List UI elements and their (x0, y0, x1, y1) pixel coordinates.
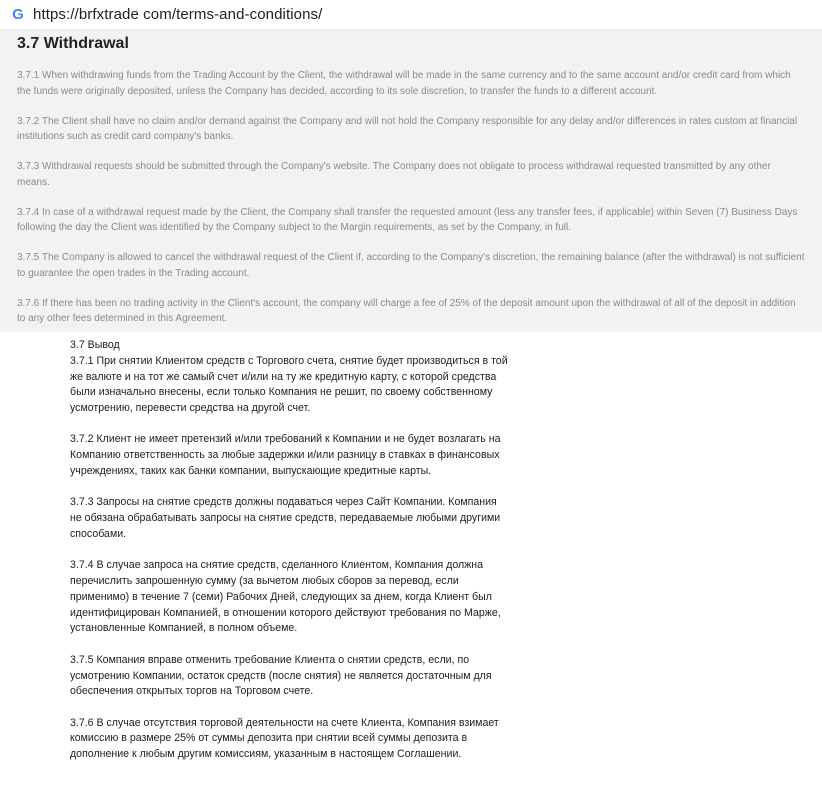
english-terms-section (0, 30, 822, 332)
ru-clause-3-7-1: 3.7.1 При снятии Клиентом средств с Торгового счета, снятие будет производиться в той же валюте и на тот же самый счет и/или на ту же кредитную карту, с которой средства были изначально внесены, если только Компания не решит, по своему собственному усмотрению, перевести средства на другой счет. (70, 354, 508, 415)
clause-3-7-1: 3.7.1 When withdrawing funds from the Trading Account by the Client, the withdrawal will be made in the same currency and to the same account and/or credit card from which the funds were originally deposited, unless the Company has decided, according to its sole discretion, to transfer the funds to a different account. (17, 70, 791, 97)
clause-3-7-6: 3.7.6 If there has been no trading activity in the Client's account, the company will charge a fee of 25% of the deposit amount upon the withdrawal of all of the deposit in addition to any other fees determined in this Agreement. (17, 297, 796, 324)
clause-3-7-4: 3.7.4 In case of a withdrawal request made by the Client, the Company shall transfer the requested amount (less any transfer fees, if applicable) within Seven (7) Business Days following the day the Client was identified by the Company subject to the Margin requirements, as set by the Company, in full. (17, 206, 798, 233)
address-bar[interactable] (0, 0, 822, 30)
url-text[interactable]: https://brfxtrade com/terms-and-conditions/ (33, 6, 323, 23)
ru-clause-3-7-3: 3.7.3 Запросы на снятие средств должны подаваться через Сайт Компании. Компания не обязана обрабатывать запросы на снятие средств, передаваемые любыми другими способами. (70, 496, 501, 540)
clause-3-7-2: 3.7.2 The Client shall have no claim and/or demand against the Company and will not hold the Company responsible for any delay and/or differences in rates custom at financial institutions such as credit card company's banks. (17, 115, 798, 142)
google-icon: G (12, 5, 24, 23)
ru-section-heading: 3.7 Вывод (70, 339, 120, 351)
russian-terms-section (70, 338, 510, 779)
ru-clause-3-7-4: 3.7.4 В случае запроса на снятие средств, сделанного Клиентом, Компания должна перечислить запрошенную сумму (за вычетом любых сборов за перевод, если применимо) в течение 7 (семи) Рабочих Дней, следующих за днем, когда Клиент был идентифицирован Компанией, в отношении которого действуют требования по Марже, установленные Компанией, в полном объеме. (70, 559, 501, 635)
clause-3-7-5: 3.7.5 The Company is allowed to cancel the withdrawal request of the Client if, according to the Company's discretion, the remaining balance (after the withdrawal) is not sufficient to guarantee the open trades in the Trading account. (17, 252, 805, 279)
ru-clause-3-7-5: 3.7.5 Компания вправе отменить требование Клиента о снятии средств, если, по усмотрению Компании, остаток средств (после снятия) не является достаточным для обеспечения открытых торгов на Торговом счете. (70, 653, 492, 698)
ru-clause-3-7-2: 3.7.2 Клиент не имеет претензий и/или требований к Компании и не будет возлагать на Компанию ответственность за любые задержки и/или разницу в ставках в финансовых учреждениях, таких как банки компании, выпускающие кредитные карты. (70, 433, 501, 478)
section-heading: 3.7 Withdrawal (17, 35, 129, 52)
ru-clause-3-7-6: 3.7.6 В случае отсутствия торговой деятельности на счете Клиента, Компания взимает комиссию в размере 25% от суммы депозита при снятии всей суммы депозита в дополнение к любым другим комиссиям, указанным в настоящем Соглашении. (70, 716, 499, 761)
clause-3-7-3: 3.7.3 Withdrawal requests should be submitted through the Company's website. The Company does not obligate to process withdrawal requested transmitted by any other means. (17, 161, 771, 188)
